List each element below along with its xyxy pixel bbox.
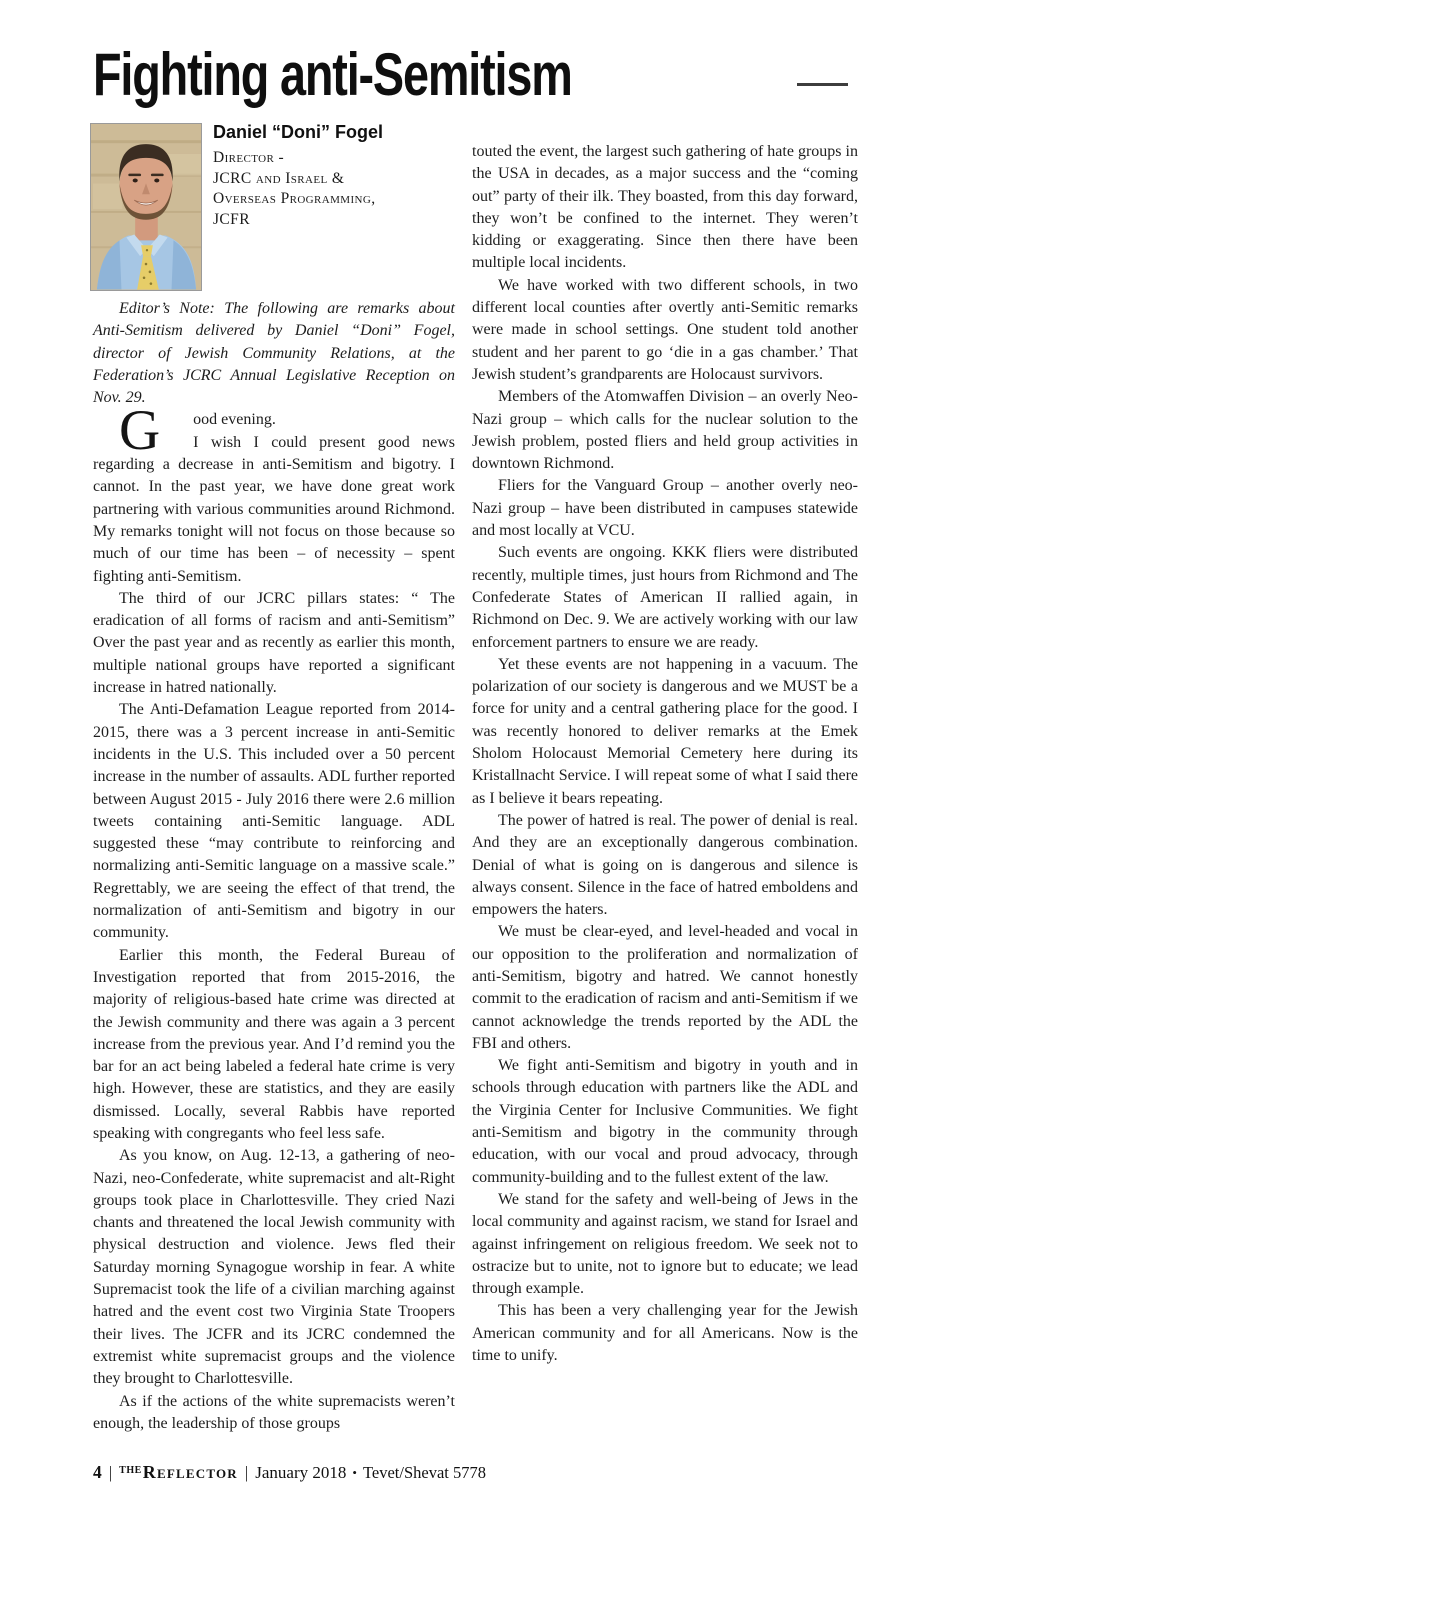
article-paragraph: As if the actions of the white supremacists weren’t enough, the leadership of those groups [93, 1392, 455, 1432]
byline-role-line: Director - [213, 149, 285, 166]
byline-role-line: JCFR [213, 210, 250, 228]
portrait-photo [90, 123, 202, 291]
article-paragraph: We fight anti-Semitism and bigotry in youth and in schools through education with partners like the ADL and the Virginia Center for Inclusive Communities. We fight anti-Semitism and bigotry in the community through education, with our vocal and proud advocacy, through community-building and to the fullest extent of the law. [472, 1057, 858, 1186]
article-paragraph: We must be clear-eyed, and level-headed and vocal in our opposition to the proliferation and normalization of anti-Semitism, bigotry and hatred. We cannot honestly commit to the eradication of racism and anti-Semitism if we cannot acknowledge the trends reported by the ADL the FBI and others. [472, 923, 858, 1052]
byline-role-line: JCRC and Israel & [213, 169, 345, 187]
article-paragraph: Such events are ongoing. KKK fliers were distributed recently, multiple times, just hours from Richmond and The Confederate States of American II rallied again, in Richmond on Dec. 9. We are actively working with our law enforcement partners to ensure we are ready. [472, 544, 858, 651]
article-paragraph: The third of our JCRC pillars states: “ The eradication of all forms of racism and anti-Semitism” Over the past year and as recently as earlier this month, multiple national groups have reported a significant increase in hatred nationally. [93, 589, 455, 697]
byline-role-line: Overseas Programming, [213, 190, 376, 207]
issue-date: January 2018 [255, 1463, 347, 1482]
article-paragraph: Yet these events are not happening in a vacuum. The polarization of our society is dangerous and we MUST be a force for unity and a central gathering place for the good. I was recently honored to deliver remarks at the Emek Sholom Holocaust Memorial Cemetery here during its Kristallnacht Service. I will repeat some of what I said there as I believe it bears repeating. [472, 655, 858, 807]
hebrew-date: Tevet/Shevat 5778 [362, 1463, 486, 1482]
byline-name: Daniel “Doni” Fogel [213, 122, 384, 142]
opening-line: ood evening. [193, 411, 276, 429]
article-paragraph: We stand for the safety and well-being of Jews in the local community and against racism, we stand for Israel and against infringement on religious freedom. We seek not to ostracize but to unite, not to ignore but to educate; we lead through example. [472, 1190, 858, 1298]
portrait-illustration [91, 124, 201, 290]
article-paragraph: As you know, on Aug. 12-13, a gathering of neo-Nazi, neo-Confederate, white supremacist and alt-Right groups took place in Charlottesville. They cried Nazi chants and threatened the local Jewish community with physical destruction and violence. Jews fled their Saturday morning Synagogue worship in fear. A white Supremacist took the life of a civilian marching against hatred and the event cost two Virginia State Troopers their lives. The JCFR and its JCRC condemned the extremist white supremacist groups and the violence they brought to Charlottesville. [93, 1147, 455, 1388]
drop-cap: G [119, 399, 161, 463]
article-paragraph: Earlier this month, the Federal Bureau of Investigation reported that from 2015-2016, the majority of religious-based hate crime was directed at the Jewish community and there was again a 3 percent increase from the previous year. And I’d remind you the bar for an act being labeled a federal hate crime is very high. However, these are statistics, and they are easily dismissed. Locally, several Rabbis have reported speaking with congregants who feel less safe. [93, 946, 455, 1142]
article-paragraph: Fliers for the Vanguard Group – another overly neo-Nazi group – have been distributed in campuses statewide and most locally at VCU. [472, 477, 858, 540]
article-paragraph: The power of hatred is real. The power of denial is real. And they are an exceptionally dangerous combination. Denial of what is going on is dangerous and silence is always consent. Silence in the face of hatred emboldens and empowers the haters. [472, 811, 858, 919]
right-column [472, 141, 858, 1367]
header-rule [797, 83, 848, 86]
article-paragraph: touted the event, the largest such gathering of hate groups in the USA in decades, as a major success and the “coming out” party of their ilk. They boasted, from this day forward, they won’t be confined to the internet. They weren’t kidding or exaggerating. Since then there have been multiple local incidents. [472, 143, 858, 272]
page-number: 4 [93, 1462, 102, 1482]
article-paragraph: The Anti-Defamation League reported from 2014-2015, there was a 3 percent increase in anti-Semitic incidents in the U.S. This included over a 50 percent increase in the number of assaults. ADL further reported between August 2015 - July 2016 there were 2.6 million tweets containing anti-Semitic language. ADL suggested these “may contribute to reinforcing and normalizing anti-Semitic language on a massive scale.” Regrettably, we are seeing the effect of that trend, the normalization of anti-Semitism and bigotry in our community. [93, 701, 455, 942]
article-paragraph: Members of the Atomwaffen Division – an overly Neo-Nazi group – which calls for the nuclear solution to the Jewish problem, posted fliers and held group activities in downtown Richmond. [472, 388, 858, 473]
footer-separator: | [244, 1463, 249, 1482]
article-paragraph: This has been a very challenging year for the Jewish American community and for all Americans. Now is the time to unify. [472, 1302, 858, 1365]
article-paragraph: We have worked with two different schools, in two different local counties after overtly anti-Semitic remarks were made in school settings. One student told another student and her parent to go ‘die in a gas chamber.’ That Jewish student’s grandparents are Holocaust survivors. [472, 276, 858, 383]
page-title: Fighting anti-Semitism [93, 41, 572, 108]
publication-name: Reflector [142, 1462, 238, 1482]
opening-paragraph [93, 399, 455, 587]
footer-separator: | [108, 1463, 113, 1482]
byline [213, 122, 453, 230]
opening-continuation: I wish I could present good news regarding a decrease in anti-Semitism and bigotry. I cannot. In the past year, we have done great work partnering with various communities around Richmond. My remarks tonight will not focus on those because so much of our time has been – of necessity – spent fighting anti-Semitism. [93, 433, 455, 585]
editors-note: Editor’s Note: The following are remarks about Anti-Semitism delivered by Daniel “Doni” Fogel, director of Jewish Community Relations, at the Federation’s JCRC Annual Legislative Reception on Nov. 29. [93, 300, 455, 407]
footer-bullet: • [352, 1465, 357, 1480]
publication-the: THE [119, 1465, 142, 1476]
page-footer [93, 1462, 486, 1483]
left-column [93, 298, 455, 1435]
